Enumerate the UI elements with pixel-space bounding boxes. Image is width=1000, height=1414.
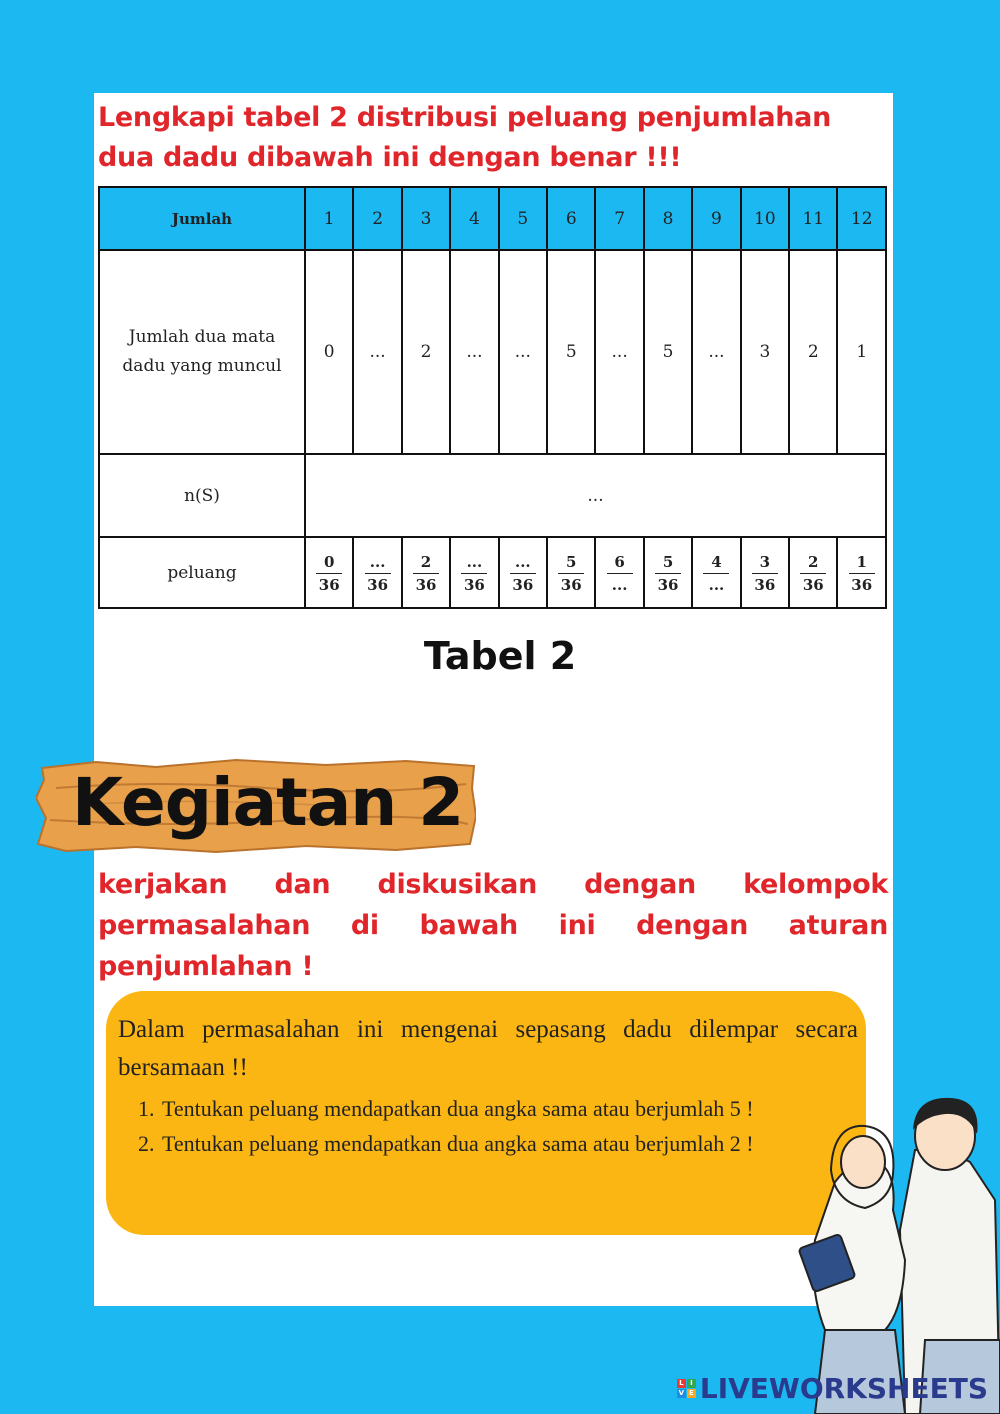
count-cell[interactable]: 0 (305, 250, 353, 454)
count-cell[interactable]: ... (353, 250, 401, 454)
fraction-denominator: ... (611, 575, 628, 594)
fraction (365, 553, 391, 594)
fraction-numerator: ... (461, 553, 487, 574)
logo-mark-l: L (677, 1379, 686, 1388)
fraction-numerator: ... (510, 553, 536, 574)
fraction-denominator: 36 (415, 575, 437, 594)
sum-cell: 12 (837, 187, 886, 250)
count-label: Jumlah dua mata dadu yang muncul (99, 250, 305, 454)
logo-text: LIVEWORKSHEETS (699, 1372, 988, 1405)
fraction-numerator: 1 (849, 553, 875, 574)
table-caption: Tabel 2 (423, 634, 577, 678)
header-label: Jumlah (99, 187, 305, 250)
instruction-text: Lengkapi tabel 2 distribusi peluang penjumlahan dua dadu dibawah ini dengan benar !!! (98, 102, 832, 173)
fraction (849, 553, 875, 594)
fraction-denominator: 36 (851, 575, 873, 594)
count-cell[interactable]: ... (450, 250, 498, 454)
prob-cell[interactable] (402, 537, 450, 608)
fraction-numerator: 5 (655, 553, 681, 574)
fraction (607, 553, 633, 594)
fraction (510, 553, 536, 594)
fraction-numerator: 2 (413, 553, 439, 574)
prob-cell[interactable] (692, 537, 740, 608)
fraction (655, 553, 681, 594)
sum-cell: 6 (547, 187, 595, 250)
count-cell[interactable]: 5 (547, 250, 595, 454)
count-cell[interactable]: 2 (402, 250, 450, 454)
prob-cell[interactable] (305, 537, 353, 608)
distribution-table (98, 186, 887, 609)
fraction (461, 553, 487, 594)
liveworksheets-logo (677, 1372, 988, 1405)
fraction (703, 553, 729, 594)
prob-cell[interactable] (837, 537, 886, 608)
table-header-row (99, 187, 886, 250)
prob-cell[interactable] (644, 537, 692, 608)
fraction-numerator: ... (365, 553, 391, 574)
ns-value: ... (305, 454, 886, 537)
prob-cell[interactable] (595, 537, 643, 608)
sum-cell: 8 (644, 187, 692, 250)
sum-cell: 9 (692, 187, 740, 250)
sum-cell: 3 (402, 187, 450, 250)
fraction-numerator: 5 (558, 553, 584, 574)
logo-mark-i: I (687, 1379, 696, 1388)
fraction-denominator: 36 (657, 575, 679, 594)
problem-item-2: 2. Tentukan peluang mendapatkan dua angka sama atau berjumlah 2 ! (160, 1126, 820, 1161)
sum-cell: 4 (450, 187, 498, 250)
problem-box (106, 991, 866, 1235)
students-illustration-icon (795, 1090, 1000, 1414)
fraction (752, 553, 778, 594)
fraction-denominator: 36 (560, 575, 582, 594)
table-prob-row (99, 537, 886, 608)
count-cell[interactable]: 2 (789, 250, 837, 454)
table-ns-row (99, 454, 886, 537)
count-cell[interactable]: ... (499, 250, 547, 454)
fraction-denominator: 36 (367, 575, 389, 594)
count-cell[interactable]: ... (692, 250, 740, 454)
activity-title: Kegiatan 2 (72, 764, 464, 841)
prob-cell[interactable] (789, 537, 837, 608)
fraction (558, 553, 584, 594)
sum-cell: 5 (499, 187, 547, 250)
fraction (316, 553, 342, 594)
fraction (800, 553, 826, 594)
fraction-numerator: 2 (800, 553, 826, 574)
count-cell[interactable]: 5 (644, 250, 692, 454)
ns-label: n(S) (99, 454, 305, 537)
fraction-denominator: 36 (802, 575, 824, 594)
logo-mark-v: V (678, 1389, 685, 1397)
fraction-numerator: 6 (607, 553, 633, 574)
count-cell[interactable]: ... (595, 250, 643, 454)
fraction-numerator: 4 (703, 553, 729, 574)
fraction-denominator: 36 (754, 575, 776, 594)
sum-cell: 11 (789, 187, 837, 250)
fraction-numerator: 0 (316, 553, 342, 574)
fraction-denominator: 36 (463, 575, 485, 594)
prob-cell[interactable] (499, 537, 547, 608)
count-cell[interactable]: 1 (837, 250, 886, 454)
table-count-row (99, 250, 886, 454)
fraction-denominator: 36 (512, 575, 534, 594)
prob-cell[interactable] (547, 537, 595, 608)
fraction-denominator: ... (708, 575, 725, 594)
task-text: kerjakan dan diskusikan dengan kelompok permasalahan di bawah ini dengan aturan penjumlahan ! (98, 869, 888, 982)
sum-cell: 10 (741, 187, 789, 250)
prob-cell[interactable] (741, 537, 789, 608)
sum-cell: 2 (353, 187, 401, 250)
count-cell[interactable]: 3 (741, 250, 789, 454)
problem-list (116, 1091, 820, 1161)
logo-mark-icon (677, 1379, 696, 1398)
sum-cell: 1 (305, 187, 353, 250)
prob-cell[interactable] (450, 537, 498, 608)
logo-mark-e: E (687, 1389, 696, 1398)
problem-item-1: 1. Tentukan peluang mendapatkan dua angka sama atau berjumlah 5 ! (160, 1091, 820, 1126)
fraction-numerator: 3 (752, 553, 778, 574)
sum-cell: 7 (595, 187, 643, 250)
prob-label: peluang (99, 537, 305, 608)
fraction (413, 553, 439, 594)
fraction-denominator: 36 (318, 575, 340, 594)
problem-intro: Dalam permasalahan ini mengenai sepasang dadu dilempar secara bersamaan !! (118, 1016, 858, 1081)
prob-cell[interactable] (353, 537, 401, 608)
